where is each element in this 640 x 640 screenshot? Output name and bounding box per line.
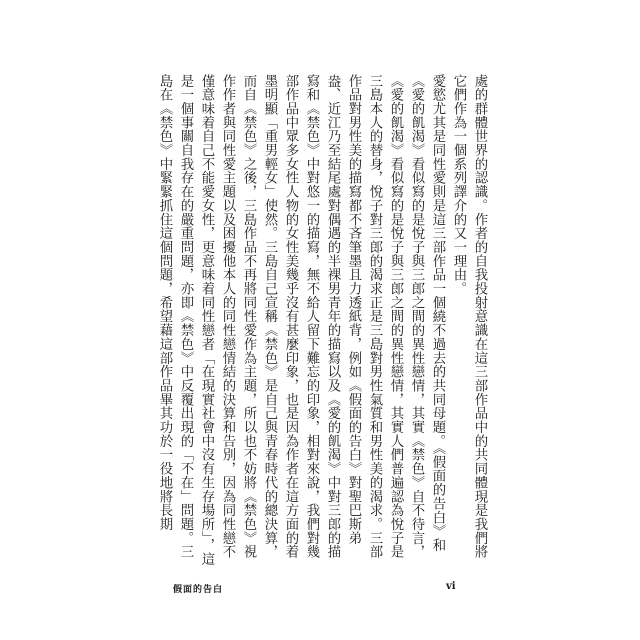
paragraph-1: 處的群體世界的認識。作者的自我投射意識在這三部作品中的共同體現是我們將它們作為一個系列譯介的又一理由。 bbox=[451, 74, 487, 559]
paragraph-2: 愛慾尤其是同性愛則是這三部作品一個繞不過去的共同母題。《假面的告白》和《愛的飢渴》看似寫的是悅子與三郎之間的異性戀情，其實《禁色》自不待言，《愛的飢渴》看似寫的是悅子與三郎之間的異性戀情，其實人們普遍認為悅子是三島本人的替身，悅子對三郎的渴求正是三島對男性氣質和男性美的渴求。三部作品對男性美的描寫都不吝筆墨且力透紙背，例如《假面的告白》對聖巴斯弟盎、近江乃至結尾處對偶遇的半裸男青年的描寫以及《愛的飢渴》中對三郎的描寫和《禁色》中對悠一的描寫，無不給人留下難忘的印象，相對來說，我們對幾部作品中眾多女性人物的女性美幾乎沒有甚麼印象，也是因為作者在這方面的着墨明顯「重男輕女」使然。三島自己宣稱《禁色》是自己與青春時代的總決算，而自《禁色》之後，三島作品不再將同性愛作為主題，所以也不妨將《禁色》視作作者與同性愛主題以及困擾他本人的同性戀情結的決算和告別，因為同性戀不僅意味着自己不能愛女性，更意味着同性戀者「在現實社會中沒有生存場所」，這是一個事關自我存在的嚴重問題，亦即《禁色》中反覆出現的「不在」問題。三島在《禁色》中緊緊抓住這個問題，希望藉這部作品畢其功於一役地將長期 bbox=[157, 74, 445, 566]
page-number: vi bbox=[446, 581, 456, 592]
running-title: 假面的告白 bbox=[173, 585, 224, 595]
body-text bbox=[154, 74, 490, 569]
